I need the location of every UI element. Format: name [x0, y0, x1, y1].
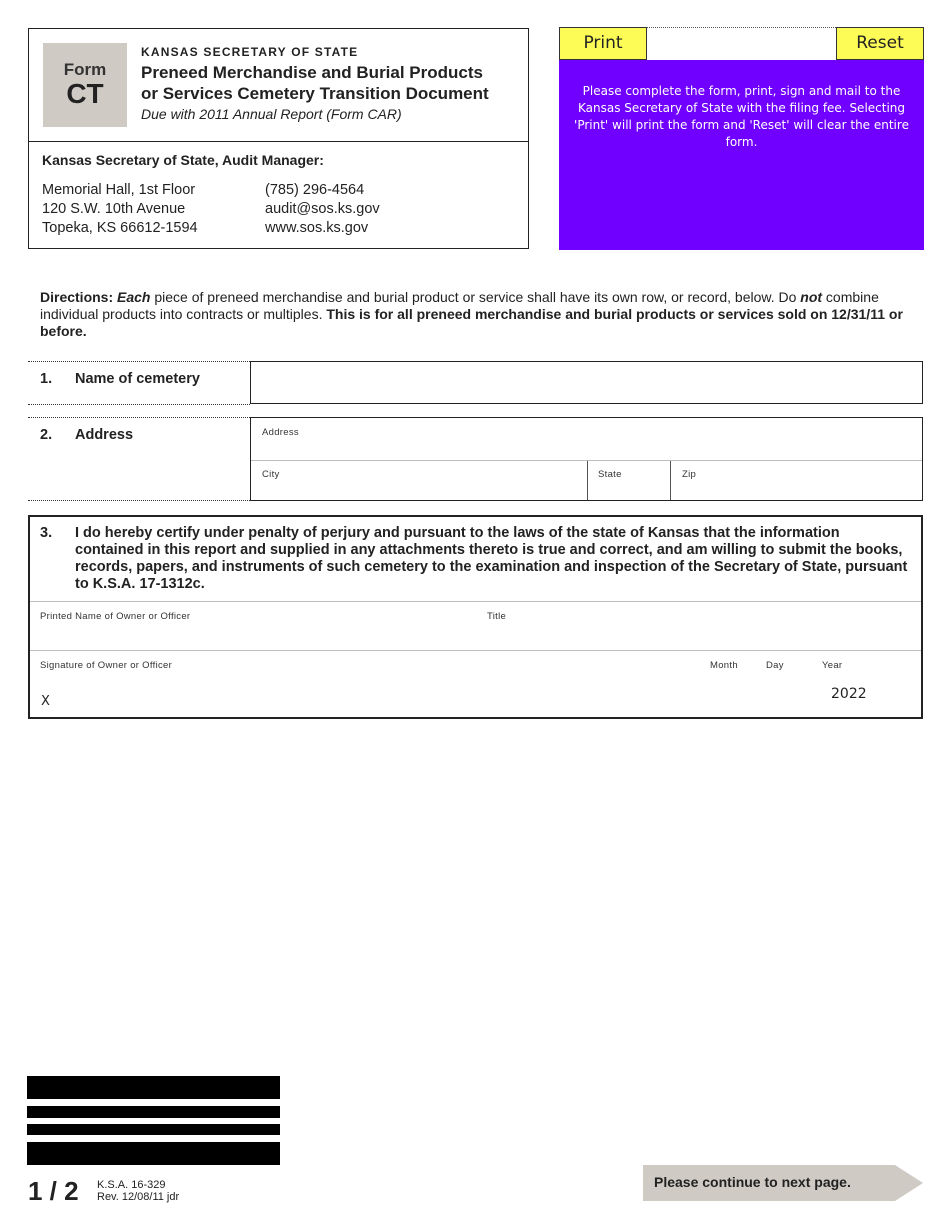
barcode-bar [27, 1142, 280, 1165]
certification-text: I do hereby certify under penalty of perjury and pursuant to the laws of the state of Kansas that the information contained in this report and supplied in any attachments thereto is true and correct, and am willing to submit the books, records, papers, and instruments of such cemetery to the examination and inspection of the Secretary of State, pursuant to K.S.A. 17-1312c. [75, 525, 908, 592]
zip-caption: Zip [682, 469, 697, 480]
revision-line: Rev. 12/08/11 jdr [97, 1191, 180, 1203]
address-line: Memorial Hall, 1st Floor [42, 182, 196, 198]
button-bar-gap [647, 27, 836, 28]
year-caption: Year [822, 660, 843, 671]
field-number: 2. [40, 427, 53, 443]
dotted-rule [28, 404, 250, 405]
title-input[interactable] [476, 602, 921, 650]
directions [40, 289, 908, 340]
print-button[interactable]: Print [559, 27, 647, 60]
page-number: 1 / 2 [28, 1176, 79, 1206]
state-caption: State [598, 469, 622, 480]
city-input[interactable] [251, 461, 587, 500]
signature-field[interactable] [30, 651, 700, 717]
contact-info [265, 181, 380, 238]
printed-name-caption: Printed Name of Owner or Officer [40, 611, 191, 622]
agency-name: KANSAS SECRETARY OF STATE [141, 45, 359, 59]
directions-bold-tail: This is for all preneed merchandise and burial products or services sold on 12/31/11 or before. [40, 306, 903, 339]
street-address-input[interactable] [251, 418, 922, 460]
field-number: 3. [40, 525, 53, 541]
directions-label: Directions: [40, 289, 114, 305]
year-value: 2022 [831, 686, 867, 702]
form-title-line2: or Services Cemetery Transition Document [141, 84, 489, 103]
barcode-bar [27, 1076, 280, 1099]
title-caption: Title [487, 611, 507, 622]
dotted-rule [28, 417, 250, 418]
certification-section [28, 515, 923, 719]
directions-text2: combine individual products into contracts or multiples. [40, 289, 879, 322]
state-input[interactable] [588, 461, 670, 500]
directions-each: Each [117, 289, 151, 305]
form-code: CT [66, 78, 104, 109]
reset-button[interactable]: Reset [836, 27, 924, 60]
contact-address [42, 181, 198, 238]
day-caption: Day [766, 660, 784, 671]
address-line: Topeka, KS 66612-1594 [42, 220, 198, 236]
statute-reference [97, 1179, 179, 1203]
city-caption: City [262, 469, 280, 480]
address-label: Address [75, 427, 134, 443]
address-caption: Address [262, 427, 299, 438]
instructions-panel [559, 60, 924, 250]
signature-caption: Signature of Owner or Officer [40, 660, 173, 671]
form-header [28, 28, 529, 249]
continue-banner [643, 1165, 923, 1201]
form-title [141, 62, 526, 104]
contact-phone: (785) 296-4564 [265, 182, 365, 198]
form-word: Form [63, 60, 107, 79]
continue-text: Please continue to next page. [654, 1174, 851, 1190]
barcode-bar [27, 1124, 280, 1135]
month-caption: Month [710, 660, 738, 671]
form-title-line1: Preneed Merchandise and Burial Products [141, 63, 483, 82]
form-subtitle: Due with 2011 Annual Report (Form CAR) [141, 106, 402, 122]
contact-heading: Kansas Secretary of State, Audit Manager: [42, 152, 324, 168]
dotted-rule [28, 361, 250, 362]
dotted-rule [28, 500, 250, 501]
address-group [250, 417, 923, 501]
directions-text1: piece of preneed merchandise and burial product or service shall have its own row, or record, below. Do [150, 289, 801, 305]
zip-input[interactable] [671, 461, 922, 500]
address-line: 120 S.W. 10th Avenue [42, 201, 186, 217]
field-number: 1. [40, 371, 53, 387]
signature-mark: X [41, 694, 50, 709]
cemetery-name-input[interactable] [250, 361, 923, 404]
day-input[interactable] [764, 651, 812, 717]
header-divider [29, 141, 528, 142]
year-input[interactable] [820, 651, 910, 717]
contact-website: www.sos.ks.gov [265, 220, 369, 236]
contact-email: audit@sos.ks.gov [265, 201, 380, 217]
statute-line: K.S.A. 16-329 [97, 1179, 166, 1191]
form-badge [43, 43, 127, 127]
printed-name-input[interactable] [30, 602, 476, 650]
instructions-text: Please complete the form, print, sign and mail to the Kansas Secretary of State with the filing fee. Selecting 'Print' will print the form and 'Reset' will clear the entire form. [574, 84, 909, 149]
cemetery-name-label: Name of cemetery [75, 371, 200, 387]
month-input[interactable] [708, 651, 760, 717]
barcode-bar [27, 1106, 280, 1118]
directions-not: not [800, 289, 823, 305]
